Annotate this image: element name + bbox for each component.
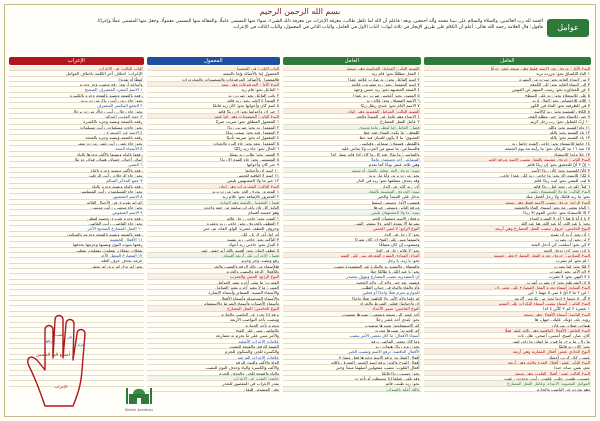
- list-item: رفعها بالواو ونصبها بالألف وجرها بالياء: [9, 152, 144, 157]
- list-item: نحو: حسبت زيدًا قائمًا: [283, 371, 421, 376]
- list-item: ٢ لن نحو: لن يضرب: [424, 237, 591, 242]
- list-item: ١ المفعول المطلق نحو: ضربت ضربًا: [147, 119, 281, 124]
- list-item: نحو: يا عبد الله، أيا عبد الله، هيا عبد الله: [424, 221, 591, 226]
- list-item: كان، صار، أصبح، أمسى، أضحى، ظل، بات: [424, 333, 591, 338]
- list-item: ٣ جمع المؤنث السالم: [9, 114, 144, 119]
- list-item: ١٢ تاء القسم نحو: تالله: [424, 130, 591, 135]
- list-item: أسماء الأفعال: ما كان بمعنى الأمر ينصب: [283, 333, 421, 338]
- list-item: ٢ الجمع المكسر المنصرف: [9, 103, 144, 108]
- list-item: المبني: ما لا يتغير آخره بتغير العوامل: [147, 285, 281, 290]
- list-item: ٤ عن للمجاوزة نحو: رميت السهم عن القوس: [424, 87, 591, 92]
- list-item: ٥ المصدر نحو: أعجبني ضرب زيد عمرًا: [283, 93, 421, 98]
- list-item: نحو: جاء موسى، رأيت موسى: [9, 205, 144, 210]
- list-item: ١٢ المضارع المعتل الآخر: [9, 253, 144, 258]
- list-item: ١ الفاعل نحو: قام زيد: [147, 87, 281, 92]
- list-item: نحو: جاء عمر، رأيت عمر، مررت بعمر: [9, 141, 144, 146]
- list-item: نحو: جاء زيد، رأيت زيدًا، مررت بزيد: [9, 98, 144, 103]
- list-item: خاتمة: التقدير في الإعراب: [147, 376, 281, 381]
- list-item: نعم، بئس، ساء، حبذا: [424, 365, 591, 370]
- list-item: تنبيه: حروف الجر تتعلق بالفعل أو شبهه: [283, 168, 421, 173]
- list-item: ومنصوب إن كان مضافًا: [283, 242, 421, 247]
- list-item: وما كان بمعنى الماضي يرفع: [283, 339, 421, 344]
- list-item: ١ أن نحو: أريد أن تقوم: [424, 232, 591, 237]
- list-item: النوع الثاني: المنصوبات وهي اثنا عشر: [147, 114, 281, 119]
- list-item: رويد، بله، دونك، عليك، حيهل، ها: [424, 317, 591, 322]
- list-item: رفعه وجره تقديري ونصبه لفظي: [9, 216, 144, 221]
- list-item: ١ الباء للإلصاق نحو: مررت بزيد: [424, 71, 591, 76]
- list-item: نحو: يا زيد، يا رجل: [283, 258, 421, 263]
- list-item: نحو: جاءت مسلمات، رأيت مسلمات: [9, 125, 144, 130]
- list-item: النوع العاشر: الأفعال الناقصة وهي ثلاثة عشر فعلًا: [424, 328, 591, 333]
- list-item: أفعال المقاربة: ترفع الاسم وخبرها فعل مضارع: [283, 355, 421, 360]
- list-item: العوامل المعنوية: الابتداء، وعامل الفعل المضارع: [424, 381, 591, 386]
- list-item: نحو: لا غلام رجل في الدار: [283, 248, 421, 253]
- list-item: الإعراب: اختلاف آخر الكلمة باختلاف العوامل: [9, 71, 144, 76]
- list-item: ١ لم نحو: لم يضرب: [424, 258, 591, 263]
- list-item: وأو والفاء والواو في جواب الطلب: [283, 285, 421, 290]
- list-item: ويجزم بأحد الجوازم: [147, 323, 281, 328]
- hand-caption: أصابع اليد الخمس: [36, 353, 70, 358]
- list-item: رفعه بالضمة ونصبه وجره بالكسرة: [9, 119, 144, 124]
- list-item: النوع الأول: حروف تجر الاسم فقط وهي سبعة عشر حرفًا: [424, 66, 591, 71]
- list-item: ٢ من لابتداء الغاية نحو: سرت من البصرة: [424, 77, 591, 82]
- list-item: رفعه بالواو ونصبه وجره بالياء: [9, 184, 144, 189]
- list-item: ٥ على للاستعلاء نحو: زيد على السطح: [424, 93, 591, 98]
- list-item: والقياسي: ما يقال فيه كل ما كان كذا فإنه يعمل كذا: [283, 152, 421, 157]
- list-item: ١١ اسم لا النافية للجنس: [147, 173, 281, 178]
- list-item: والألف والكسرة والياء وحذف النون للنصب: [147, 365, 281, 370]
- list-item: ترفعان الاسم وتنصبان الخبر: [283, 216, 421, 221]
- list-item: ٥ ليت للتمني نحو: ليت زيدًا قائم: [424, 178, 591, 183]
- list-item: ٤ المفعول له نحو: ضربته تأديبًا: [147, 135, 281, 140]
- list-item: وأسماء الأصوات وأسماء الشرط والاستفهام: [147, 301, 281, 306]
- list-item: ٦ الاسم المضاف نحو: غلام زيد: [283, 98, 421, 103]
- list-item: ٦ المثنى: [9, 162, 144, 167]
- list-item: يرفع إذا تجرد عن الناصب والجازم: [147, 312, 281, 317]
- list-item: النوع الرابع: حروف تنصب الاسم فقط وهي سبعة: [424, 200, 591, 205]
- list-item: بشرط ألا يتقدم الخبر ولا ينتقض النفي: [283, 221, 421, 226]
- list-item: أفعال المدح والذم: ترفع اسم الجنس المعرف باللام: [283, 360, 421, 365]
- list-item: أن المصدرية تنصب المضارع وتؤول بمصدر: [283, 274, 421, 279]
- list-item: ٢ العطف بالحروف نحو: جاءني زيد وعمرو: [147, 221, 281, 226]
- list-item: نحو: جاء الرجلان، رأيت الرجلين: [9, 173, 144, 178]
- list-item: والأسماء المبنية: الضمائر وأسماء الإشارة: [147, 290, 281, 295]
- list-item: ٩ الاسم المنقوص: [9, 210, 144, 215]
- list-item: النوع الثالث عشر: أفعال القلوب وهي سبعة: [424, 371, 591, 376]
- list-item: ٤ لكنّ للاستدراك نحو: ما جاءني زيد لكن عمرًا جاءني: [424, 173, 591, 178]
- list-item: وينصب بأحد النواصب الأربعة: [147, 317, 281, 322]
- list-item: النوع التاسع: أسماء الأفعال وهي تسعة: [424, 312, 591, 317]
- list-item: فالسماعي: ما سمع من العرب ولا يقاس عليه: [283, 146, 421, 151]
- list-item: ١٠ اسم إن وأخواتها: [147, 168, 281, 173]
- list-item: رفعه بالضمة ونصبه بالفتحة وجره بالكسرة: [9, 93, 144, 98]
- column-mamul: [147, 57, 281, 412]
- list-item: نحو: زيد ظننت قائم: [283, 381, 421, 386]
- list-item: ٩ خبر كان وأخواتها: [147, 162, 281, 167]
- publisher-caption: Sheikh Academy: [124, 408, 154, 412]
- list-item: ٥ اسم كان وأخواتها نحو: كان زيد قائمًا: [147, 103, 281, 108]
- list-item: تنبيه: ما ولا المشبهتان بليس: [283, 210, 421, 215]
- list-item: نحو: كان زيد قائمًا: [424, 344, 591, 349]
- list-item: ٣ كأنّ للتشبيه نحو: كأن زيدًا الأسد: [424, 168, 591, 173]
- list-item: النوع الثاني عشر: أفعال المدح والذم وهي أربعة: [424, 360, 591, 365]
- list-item: النوع الحادي عشر: أفعال المقاربة وهي أربعة: [424, 349, 591, 354]
- list-item: لفظًا أو تقديرًا: [9, 77, 144, 82]
- list-item: ١٥ منذ ١٦ مذ للزمان نحو: ما رأيته مذ يوم الجمعة: [424, 146, 591, 151]
- column-header: المعمول: [147, 57, 281, 65]
- column-header: العامل: [424, 57, 591, 65]
- list-item: ٣ التأكيد نحو: جاءني زيد نفسه: [147, 237, 281, 242]
- list-item: ٣ لام الأمر نحو: ليضرب: [424, 269, 591, 274]
- list-item: لم ولما ولام الأمر ولا الناهية: فعلًا واحدًا: [283, 296, 421, 301]
- list-item: حسبت، ظننت، خلت، علمت، رأيت، وجدت، زعمت: [424, 376, 591, 381]
- list-item: ٥ الأسماء الستة: [9, 146, 144, 151]
- list-item: التابع: كل ثان بإعراب سابقه من جهة واحدة: [147, 205, 281, 210]
- list-item: المعرب: ما يتغير آخره بتغير العوامل: [147, 280, 281, 285]
- list-item: ٣ يا ٤ أيا ٥ هيا ٦ أي ٧ الهمزة للنداء: [424, 216, 591, 221]
- document-sheet: [4, 4, 596, 417]
- list-item: نحو: لا رجل في الدار: [283, 232, 421, 237]
- intro-line-1: الحمد لله رب العالمين، والصلاة والسلام على نبينا محمد وآله أجمعين، وبعد: فاعلم أن الله لما تكفل طالب، معرفة الإعراب من معرفة ذلك الشيء، سواء منها المسمى عاملًا، والمقالة منها المسمى معمولًا، وجعل منها المسمى عملًا وإعرابًا.: [96, 19, 543, 24]
- list-item: نحو: جاء رجال، رأيت رجالًا، مررت برجال: [9, 109, 144, 114]
- list-item: نحو: جاء القاضي، رأيت القاضي: [9, 221, 144, 226]
- list-item: ٣ كي نحو: أسلمت كي أدخل الجنة: [424, 242, 591, 247]
- list-item: وتضمر بعد حتى ولام كي ولام الجحود: [283, 280, 421, 285]
- finger-label: نصب: [54, 332, 64, 337]
- list-item: ١٠ الفعل المضارع الصحيح الآخر: [9, 226, 144, 231]
- list-item: ٨ الاسم المقصور: [9, 194, 144, 199]
- list-item: ٦ خبر إن وأخواتها نحو: إن زيدًا قائم: [147, 109, 281, 114]
- finger-label: الإعراب: [54, 384, 68, 389]
- list-item: والمضاف والشبيه به والنكرة غير المقصودة تنصب: [283, 264, 421, 269]
- intro-paragraph: [11, 19, 543, 31]
- list-item: ١١ الأفعال الخمسة: [9, 237, 144, 242]
- list-item: كم الاستفهامية: تمييزها منصوب: [283, 323, 421, 328]
- list-item: وفي المنقوص للثقل: [147, 387, 281, 392]
- list-item: كم الخبرية: تمييزها مجرور: [283, 328, 421, 333]
- list-item: يفعلان، تفعلان، يفعلون، تفعلون، تفعلين: [9, 248, 144, 253]
- list-item: أبوك، أخوك، حموك، هنوك، فوك، ذو مال: [9, 157, 144, 162]
- list-item: ١ إنّ ٢ أنّ للتحقيق نحو: إن زيدًا قائم: [424, 162, 591, 167]
- list-item: اللفظي: ما يكون للسان فيه حظ: [283, 130, 421, 135]
- list-item: الأفعال الناقصة: ترفع الاسم وتنصب الخبر: [283, 349, 421, 354]
- list-item: ١ الاسم المفرد المنصرف الصحيح: [9, 87, 144, 92]
- list-item: الباب الثالث: في الإعراب: [9, 66, 144, 71]
- list-item: ٣ المفعول فيه نحو: صمت يومًا: [147, 130, 281, 135]
- list-item: ١ الفعل مطلقًا نحو: قام زيد: [283, 71, 421, 76]
- list-item: والأسماء الموصولة وأسماء الأفعال: [147, 296, 281, 301]
- list-item: فتنصب الأول ويسمى اسمها: [283, 200, 421, 205]
- list-item: نحو: جاء المسلمون، رأيت المسلمين: [9, 189, 144, 194]
- finger-label: رفع: [46, 338, 52, 343]
- list-item: أي: زيد كائن في الدار: [283, 184, 421, 189]
- list-item: ٤ البدل نحو: جاءني زيد أخوك: [147, 242, 281, 247]
- list-item: ٢ عامل الفعل المضارع: [283, 119, 421, 124]
- list-item: فصل: الإعراب على أربعة أقسام: [147, 253, 281, 258]
- list-item: وهي ثلاثة عشر نوعًا كما تقدم: [283, 162, 421, 167]
- column-amil-1: [424, 57, 591, 412]
- list-item: ٧ التمييز نحو: طاب زيد نفسًا: [147, 152, 281, 157]
- list-item: أفعال القلوب: تنصب مفعولين أصلهما مبتدأ وخبر: [283, 365, 421, 370]
- list-item: وحروف العطف عشرة: الواو، الفاء، ثم، حتى: [147, 226, 281, 231]
- list-item: ٣ اسم المفعول نحو: زيد مضروب غلامه: [283, 82, 421, 87]
- list-item: وهو خمسة أقسام: [147, 210, 281, 215]
- list-item: ٣ إلى لانتهاء الغاية نحو: إلى الكوفة: [424, 82, 591, 87]
- list-item: ٤ الاسم غير المنصرف: [9, 130, 144, 135]
- list-item: والماضي مبني على الفتح: [147, 328, 281, 333]
- list-item: ٢ نائب الفاعل نحو: ضرب زيد: [147, 93, 281, 98]
- column-header: العامل: [283, 57, 421, 65]
- list-item: النوع الرابع: لا لنفي الجنس: [283, 226, 421, 231]
- list-item: ٥ عطف البيان نحو: أقسم بالله أبو حفص عمر: [147, 248, 281, 253]
- list-item: نحو: ما زيد قائمًا، ولا رجل أفضل منك: [424, 194, 591, 199]
- list-item: ١١ واو القسم نحو: والله: [424, 125, 591, 130]
- basmala: بسم الله الرحمن الرحيم: [259, 7, 341, 16]
- list-item: النوع الثالث: ما ولا المشبهتان بليس: [424, 189, 591, 194]
- list-item: ١ الابتداء وهو عامل في المبتدأ والخبر: [283, 114, 421, 119]
- list-item: وللأفعال الرفع والنصب والجزم: [147, 269, 281, 274]
- list-item: واسمها مبني على الفتح إن كان مفردًا: [283, 237, 421, 242]
- list-item: نحو: رويد زيدًا، هيهات زيد: [283, 344, 421, 349]
- list-item: وهو تجرده عن الناصب والجازم: [424, 387, 591, 392]
- list-item: ٤ لا النهي نحو: لا تضرب: [424, 274, 591, 279]
- list-item: أو، إما، أم، لا، بل، لكن: [147, 232, 281, 237]
- list-item: والأمر مبني على ما يجزم به مضارعه: [147, 333, 281, 338]
- list-item: فالمعمول بالأصالة: المرفوعات والمنصوبات والمجرورات: [147, 77, 281, 82]
- list-item: النوع الرابع: المبني والمعرب: [147, 274, 281, 279]
- list-item: ١ مَن ٢ ما ٣ أيّ ٤ متى ٥ مهما ٦ أين: [424, 290, 591, 295]
- list-item: فصل: المعمول بالتبعية وهو التوابع: [147, 200, 281, 205]
- list-item: ٧ في للظرفية نحو: الماء في الكوز: [424, 103, 591, 108]
- list-item: وقد يحذف متعلقها نحو: زيد في الدار: [283, 178, 421, 183]
- list-item: المعنوي: ما لا يكون للسان فيه حظ: [283, 135, 421, 140]
- list-item: نحو: مررت بزيد، وأنا مار بزيد: [283, 173, 421, 178]
- list-item: ١٤ حاشا للاستثناء نحو: جاءني القوم حاشا زيد: [424, 141, 591, 146]
- list-item: ٢ لمّا نحو: لما يضرب: [424, 264, 591, 269]
- list-item: فللأسماء من ذلك الرفع والنصب والجر: [147, 264, 281, 269]
- list-item: ٦ الحال نحو: جاء زيد راكبًا: [147, 146, 281, 151]
- list-item: النداء: المنادى المفرد المعرفة يبنى على الضم: [283, 253, 421, 258]
- list-item: رفعه بالضمة ونصبه وجره بالفتحة: [9, 135, 144, 140]
- list-item: الواو والألف والنون للرفع: [147, 360, 281, 365]
- list-item: والله أعلم بالصواب: [283, 387, 421, 392]
- list-item: ١ المجرور بحرف الجر نحو: مررت بزيد: [147, 189, 281, 194]
- list-item: ١ الواو بمعنى مع نحو: استوى الماء والخشبة: [424, 205, 591, 210]
- list-item: ٦ لعلّ للترجي نحو: لعل زيدًا قائم: [424, 184, 591, 189]
- list-item: ٧ أنّى ٨ حيثما ٩ إذما نحو: من يكرمني أكرمه: [424, 296, 591, 301]
- list-item: ٢ المفعول به نحو: ضربت زيدًا: [147, 125, 281, 130]
- list-item: تدخل على المبتدأ والخبر: [283, 194, 421, 199]
- column-body: [283, 66, 421, 412]
- list-item: رفعه بالضمة ونصبه بالفتحة وجزمه بالسكون: [9, 232, 144, 237]
- list-item: ٥ المفعول معه نحو: جاء البرد والجبات: [147, 141, 281, 146]
- list-item: المعمول إما بالأصالة وإما بالتبعية: [147, 71, 281, 76]
- list-item: ١ عشرة ٢ كم ٣ كأيّن ٤ كذا: [424, 306, 591, 311]
- list-item: رفعها بثبوت النون ونصبها وجزمها بحذفها: [9, 242, 144, 247]
- hand-illustration: [15, 308, 125, 408]
- column-body: [147, 66, 281, 412]
- list-item: ١ النعت نحو: جاءني رجل عالم: [147, 216, 281, 221]
- list-item: ٩ حتى للانتهاء نحو: حتى مطلع الفجر: [424, 114, 591, 119]
- list-item: نحو: لم يدع، لم يرم، لم يخش: [9, 264, 144, 269]
- list-item: واللفظي قسمان: سماعي وقياسي: [283, 141, 421, 146]
- list-item: ١٢ خبر ما ولا المشبهتين بليس: [147, 178, 281, 183]
- list-item: الجوازم تجزم فعلًا واحدًا أو فعلين: [283, 290, 421, 295]
- list-item: يقدر الإعراب في المقصور للتعذر: [147, 381, 281, 386]
- list-item: هيهات، شتان، سرعان: [424, 323, 591, 328]
- mosque-logo-icon: [125, 382, 153, 406]
- list-item: ٦ اللام للاختصاص نحو: المال لزيد: [424, 98, 591, 103]
- list-item: ٧ الاسم التام نحو: عندي رطل زيتًا: [283, 103, 421, 108]
- list-item: الباب الثاني: في المعمول: [147, 66, 281, 71]
- list-item: النوع السادس: حروف تجزم الفعل المضارع وهي خمسة: [424, 253, 591, 258]
- list-item: والياء والفتحة للجر، والحذف للجزم: [147, 371, 281, 376]
- list-item: إن وأخواتها: فعلين الشرط والجزاء: [283, 301, 421, 306]
- list-item: وترفع الثاني ويسمى خبرها: [283, 205, 421, 210]
- list-item: النوع الثالث: المجرورات وهي اثنان: [147, 184, 281, 189]
- list-item: النوع الأول: المرفوعات وهي ستة: [147, 82, 281, 87]
- list-item: القسم الثالث: العوامل المعنوية وهي اثنان: [283, 109, 421, 114]
- list-item: وأنواعه أربعة: رفع ونصب وجر وجزم: [9, 82, 144, 87]
- list-item: ٨ الكاف للتشبيه نحو: زيد كالأسد: [424, 109, 591, 114]
- list-item: ٥ إن الشرطية نحو: إن تضرب أضرب: [424, 280, 591, 285]
- finger-label: جزم: [77, 342, 85, 347]
- column-amil-2: [283, 57, 421, 412]
- list-item: النوع الخامس: حروف تنصب الفعل المضارع وهي أربعة: [424, 226, 591, 231]
- list-item: النوع الخامس: تمييز الأعداد: [283, 306, 421, 311]
- title-logo: عوامل: [547, 19, 589, 37]
- list-item: ٢ المجرور بالإضافة نحو: غلام زيد: [147, 194, 281, 199]
- list-item: القسم الثاني: العوامل القياسية وهي سبعة: [283, 66, 421, 71]
- list-item: أحد عشر إلى تسعة وتسعين: تمييزها منصوب: [283, 312, 421, 317]
- intro-line-2: فأقول: قال العلامة رحمه الله تعالى: أعلم أن الكلام على طريق الإيجاز في ثلاثة أبواب: الباب الأول في العامل، والباب الثاني في المعمول، والباب الثالث في الإعراب.: [232, 25, 543, 31]
- list-item: تنبيه: الحروف المشبهة بالفعل: [283, 189, 421, 194]
- list-item: ٢ اسم الفاعل نحو: زيد ضارب غلامه عمرًا: [283, 77, 421, 82]
- list-item: السماعي أحد وتسعون عاملًا: [283, 157, 421, 162]
- list-item: الضمة للرفع، والفتحة للنصب: [147, 344, 281, 349]
- list-item: فصل: العامل إما لفظي وإما معنوي: [283, 125, 421, 130]
- list-item: النوع الثامن: أسماء تنصب أسماء النكرات على التمييز: [424, 301, 591, 306]
- list-item: والكسرة للجر، والسكون للجزم: [147, 349, 281, 354]
- list-item: النوع السابع: أسماء تجزم الفعل المضارع على معنى إن: [424, 285, 591, 290]
- hand-outline: [28, 316, 85, 407]
- list-item: إعرابه تقديري في الأحوال الثلاثة: [9, 200, 144, 205]
- list-item: ٣ المبتدأ ٤ الخبر نحو: زيد قائم: [147, 98, 281, 103]
- list-item: ٢ إلا للاستثناء نحو: جاءني القوم إلا زيدًا: [424, 210, 591, 215]
- list-item: النوع الثاني: حروف مشبهة بالفعل تنصب الاسم وترفع الخبر: [424, 157, 591, 162]
- list-item: نحو: عندي أحد عشر رجلًا: [283, 317, 421, 322]
- list-item: ما زال، ما برح، ما فتئ، ما انفك، ما دام، ليس: [424, 339, 591, 344]
- column-body: [424, 66, 591, 412]
- finger-label: جر: [67, 334, 73, 339]
- list-item: نحو: يا عبد الله، يا طالعًا جبلًا: [283, 269, 421, 274]
- list-item: عسى، كاد، كرب، أوشك: [424, 355, 591, 360]
- list-item: رفع ونصب وجر وجزم: [147, 258, 281, 263]
- list-item: ٨ المستثنى نحو: جاء القوم إلا زيدًا: [147, 157, 281, 162]
- list-item: جزمه بحذف حرف العلة: [9, 258, 144, 263]
- list-item: ٤ الصفة المشبهة نحو: زيد حسن وجهه: [283, 87, 421, 92]
- list-item: وقد يلغى عملها إذا توسطت أو تأخرت: [283, 376, 421, 381]
- list-item: ١٠ رُبّ للتقليل نحو: رب رجل كريم: [424, 119, 591, 124]
- column-header: الإعراب: [9, 57, 144, 65]
- list-item: ١٣ باء القسم نحو: بالله: [424, 135, 591, 140]
- list-item: علامات الإعراب الأصلية: [147, 339, 281, 344]
- list-item: ٤ إذن نحو: إذن تدخل الجنة: [424, 248, 591, 253]
- list-item: ١٧ خلا وعدا للاستثناء: [424, 152, 591, 157]
- list-item: علامات الإعراب الفرعية: [147, 355, 281, 360]
- list-item: النوع الخامس: الفعل المضارع: [147, 306, 281, 311]
- list-item: ٧ جمع المذكر السالم: [9, 178, 144, 183]
- list-item: رفعه بالألف ونصبه وجره بالياء: [9, 168, 144, 173]
